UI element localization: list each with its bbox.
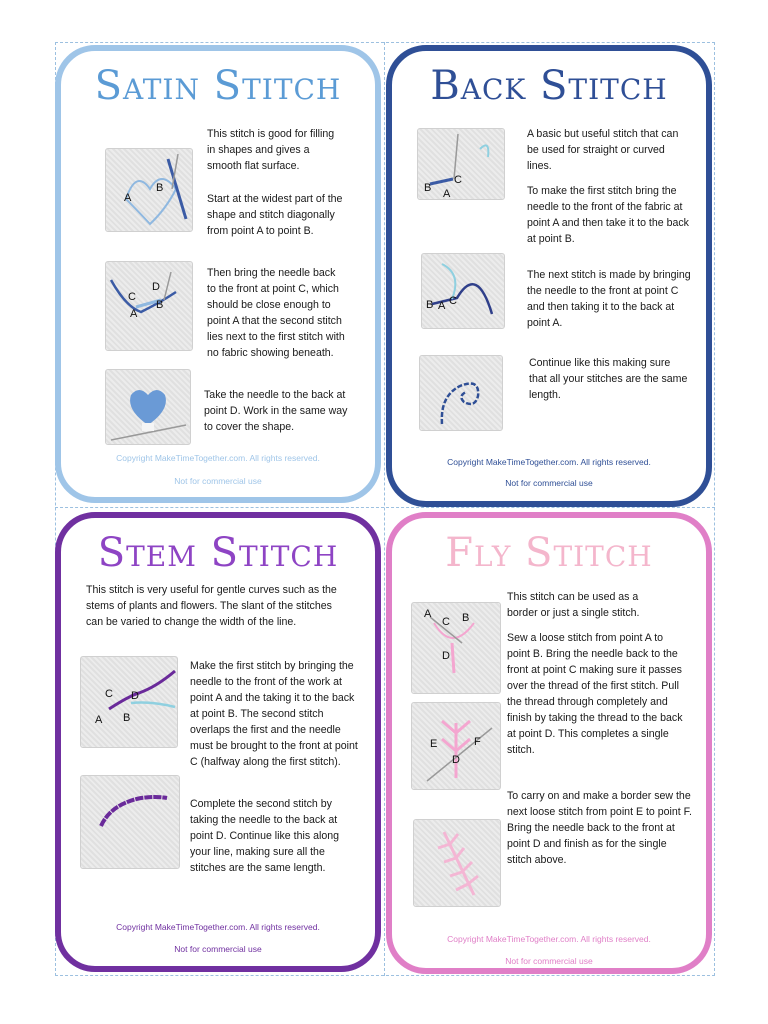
fly-notice: Not for commercial use: [505, 956, 593, 966]
stem-text-3: Complete the second stitch by taking the needle to the back at point D. Continue like this along your line, making sure all the stitches are the same length.: [190, 798, 339, 874]
satin-copyright: Copyright MakeTimeTogether.com. All rights reserved.: [116, 453, 320, 463]
fly-step3-illustration: [414, 820, 500, 906]
back-text-3: The next stitch is made by bringing the needle to the front at point C and then taking it to the back at point A.: [527, 269, 691, 329]
horizontal-cut-line: [55, 507, 715, 508]
fly-step2-illustration: [412, 703, 500, 789]
fly-stitch-card: [386, 512, 712, 974]
stem-label-d: D: [131, 690, 139, 702]
back-notice: Not for commercial use: [505, 478, 593, 488]
fly-text-3: To carry on and make a border sew the next loose stitch from point E to point F. Bring the needle back to the front at point D and finish as for the single stitch above.: [507, 790, 692, 866]
fly-label-b: B: [462, 612, 470, 624]
fly-step2-photo: [411, 702, 501, 790]
stem-step1-illustration: [81, 657, 177, 747]
stem-stitch-title: Stem Stitch: [97, 530, 339, 576]
fly-text-2: Sew a loose stitch from point A to point B. Bring the needle back to the front at point C making sure it passes over the thread of the first stitch. Pull the thread through completely and finish by taking the thread to the back at point D. This completes a single stitch.: [507, 632, 683, 756]
fly-stitch-title: Fly Stitch: [445, 530, 653, 576]
back-text-4: Continue like this making sure that all your stitches are the same length.: [529, 357, 688, 401]
satin-label-c: C: [128, 291, 136, 303]
satin-label-b: B: [156, 182, 164, 194]
back-text-1: A basic but useful stitch that can be used for straight or curved lines.: [527, 128, 679, 172]
satin-step3-illustration: [106, 370, 190, 444]
back-label-b: B: [424, 182, 432, 194]
satin-step2-illustration: [106, 262, 192, 350]
back-text-2: To make the first stitch bring the needle to the front of the fabric at point A and then take it to the back at point B.: [527, 185, 689, 245]
satin-text-4: Take the needle to the back at point D. Work in the same way to cover the shape.: [204, 389, 348, 433]
stem-notice: Not for commercial use: [174, 944, 262, 954]
satin-step2-photo: [105, 261, 193, 351]
fly-label-c: C: [442, 616, 450, 628]
fly-label-e: E: [430, 738, 438, 750]
fly-step1-illustration: [412, 603, 500, 693]
stem-label-c: C: [105, 688, 113, 700]
satin-label-a2: A: [130, 308, 138, 320]
stem-step1-photo: [80, 656, 178, 748]
satin-label-a: A: [124, 192, 132, 204]
stem-text-1: This stitch is very useful for gentle curves such as the stems of plants and flowers. The slant of the stitches can be varied to change the width of the line.: [86, 584, 337, 628]
back-label-a: A: [443, 188, 451, 199]
satin-text-1: This stitch is good for filling in shapes and gives a smooth flat surface.: [207, 128, 335, 172]
satin-stitch-title: Satin Stitch: [94, 63, 342, 109]
back-step2-illustration: [422, 254, 504, 328]
fly-label-d: D: [442, 650, 450, 662]
stem-step2-photo: [80, 775, 180, 869]
vertical-cut-line: [384, 42, 385, 976]
stem-stitch-card: [55, 512, 381, 972]
satin-notice: Not for commercial use: [174, 476, 262, 486]
back-label-b2: B: [426, 299, 434, 311]
fly-label-f: F: [474, 736, 481, 748]
back-label-c2: C: [449, 295, 457, 307]
satin-label-b2: B: [156, 299, 164, 311]
back-step2-photo: [421, 253, 505, 329]
back-step1-illustration: [418, 129, 504, 199]
satin-step1-photo: [105, 148, 193, 232]
fly-step1-photo: [411, 602, 501, 694]
back-step1-photo: [417, 128, 505, 200]
stem-label-a: A: [95, 714, 103, 726]
stem-step2-illustration: [81, 776, 179, 868]
satin-text-2: Start at the widest part of the shape and stitch diagonally from point A to point B.: [207, 193, 343, 237]
back-label-c: C: [454, 174, 462, 186]
back-label-a2: A: [438, 300, 446, 312]
back-copyright: Copyright MakeTimeTogether.com. All rights reserved.: [447, 457, 651, 467]
fly-label-a: A: [424, 608, 432, 620]
fly-text-1: This stitch can be used as a border or just a single stitch.: [507, 591, 640, 619]
stem-text-2: Make the first stitch by bringing the needle to the front of the work at point A and the taking it to the back at point B. The second stitch overlaps the first and the needle must be brought to the front at point C (halfway along the first stitch).: [190, 660, 358, 768]
satin-text-3: Then bring the needle back to the front at point C, which should be close enough to point A that the second stitch lies next to the first stitch with no fabric showing beneath.: [207, 267, 345, 359]
satin-step3-photo: [105, 369, 191, 445]
fly-step3-photo: [413, 819, 501, 907]
satin-step1-illustration: [106, 149, 192, 231]
back-step3-photo: [419, 355, 503, 431]
fly-copyright: Copyright MakeTimeTogether.com. All rights reserved.: [447, 934, 651, 944]
back-stitch-title: Back Stitch: [430, 63, 668, 109]
stem-copyright: Copyright MakeTimeTogether.com. All rights reserved.: [116, 922, 320, 932]
stem-label-b: B: [123, 712, 131, 724]
back-stitch-card: [386, 45, 712, 507]
satin-stitch-card: [55, 45, 381, 503]
back-step3-illustration: [420, 356, 502, 430]
satin-label-d: D: [152, 281, 160, 293]
fly-label-d2: D: [452, 754, 460, 766]
